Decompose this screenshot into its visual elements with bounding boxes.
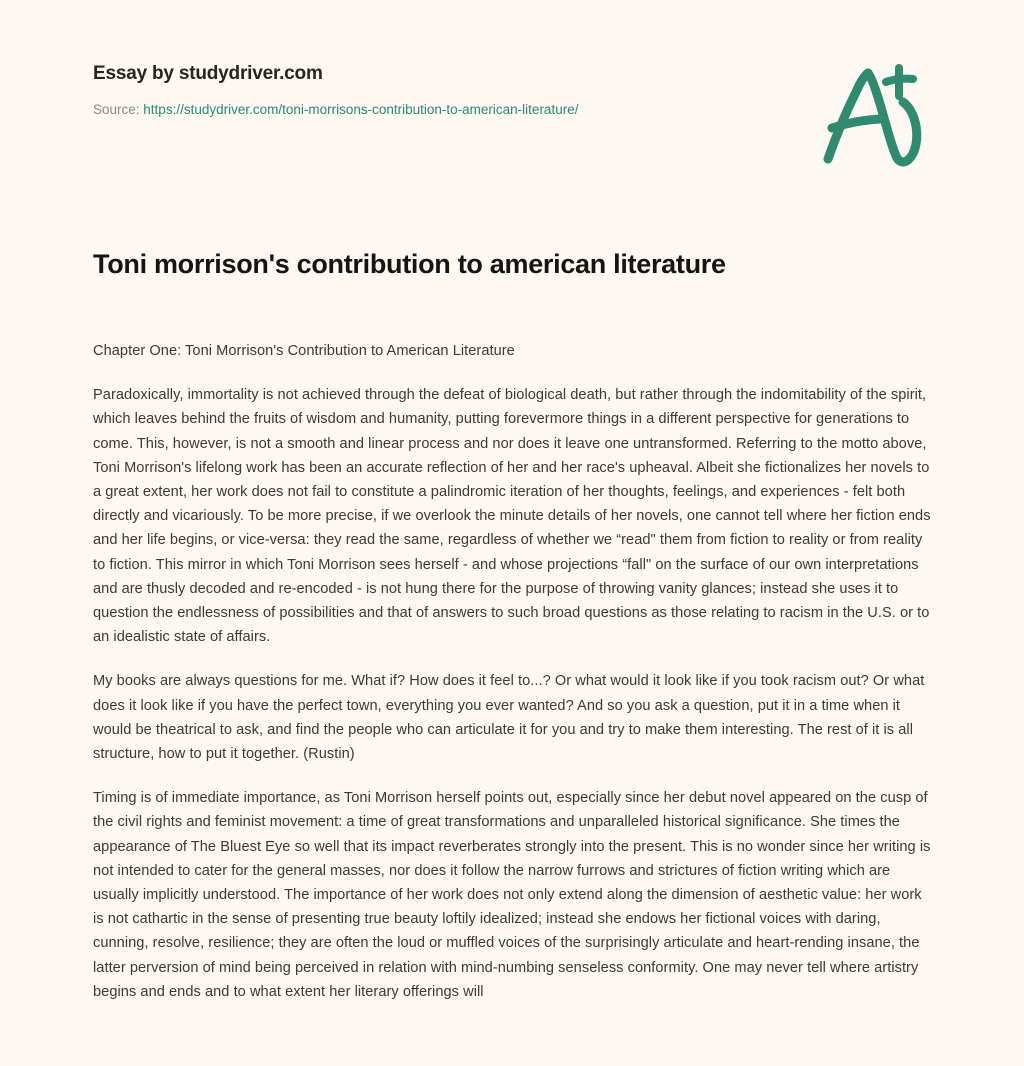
paragraph-3: Timing is of immediate importance, as Toni Morrison herself points out, especially since her debut novel appeared on the cusp of the civil rights and feminist movement: a time of great transformations and unparalleled historical significance. She times the appearance of The Bluest Eye so well that its impact reverberates strongly into the present. This is no wonder since her writing is not intended to cater for the general masses, nor does it follow the narrow furrows and strictures of fiction writing which are usually implicitly understood. The importance of her work does not only extend along the dimension of aesthetic value: her work is not cathartic in the sense of presenting true beauty loftily idealized; instead she endows her fictional voices with daring, cunning, resolve, resilience; they are often the loud or muffled voices of the surprisingly articulate and heart-rending insane, the latter perversion of mind being perceived in relation with mind-numbing senseless conformity. One may never tell where artistry begins and ends and to what extent her literary offerings will xyxy=(93,790,931,1000)
studydriver-a-plus-logo[interactable] xyxy=(806,56,936,168)
article-body xyxy=(93,339,931,1004)
paragraph-2: My books are always questions for me. What if? How does it feel to...? Or what would it look like if you took racism out? Or what does it look like if you have the perfect town, everything you ever wanted? And so you ask a question, put it in a time when it would be theatrical to ask, and find the people who can articulate it for you and try to make them interesting. The rest of it is all structure, how to put it together. (Rustin) xyxy=(93,673,925,763)
page-title: Toni morrison's contribution to american literature xyxy=(93,249,726,279)
source-url-link[interactable]: https://studydriver.com/toni-morrisons-contribution-to-american-literature/ xyxy=(143,102,579,117)
paragraph-chapter-heading: Chapter One: Toni Morrison's Contribution to American Literature xyxy=(93,343,515,359)
article xyxy=(93,246,931,1004)
page-header xyxy=(0,0,1024,200)
byline: Essay by studydriver.com xyxy=(93,63,323,84)
source-line xyxy=(93,101,793,119)
paragraph-1: Paradoxically, immortality is not achieved through the defeat of biological death, but rather through the indomitability of the spirit, which leaves behind the fruits of wisdom and humanity, putting forevermore things in a different perspective for generations to come. This, however, is not a smooth and linear process and nor does it leave one untransformed. Referring to the motto above, Toni Morrison's lifelong work has been an accurate reflection of her and her race's upheaval. Albeit she fictionalizes her novels to a great extent, her work does not fail to constitute a palindromic iteration of her thoughts, feelings, and experiences - felt both directly and vicariously. To be more precise, if we overlook the minute details of her novels, one cannot tell where her fiction ends and her life begins, or vice-versa: they read the same, regardless of whether we “read" them from fiction to reality or from reality to fiction. This mirror in which Toni Morrison sees herself - and whose projections “fall" on the surface of our own interpretations and are thusly decoded and re-encoded - is not hung there for the purpose of throwing vanity glances; instead she uses it to question the endlessness of possibilities and that of answers to such broad questions as those relating to racism in the U.S. or to an idealistic state of affairs. xyxy=(93,387,931,646)
header-text-block xyxy=(93,61,793,119)
a-plus-icon xyxy=(806,56,936,168)
source-label: Source: xyxy=(93,102,140,117)
